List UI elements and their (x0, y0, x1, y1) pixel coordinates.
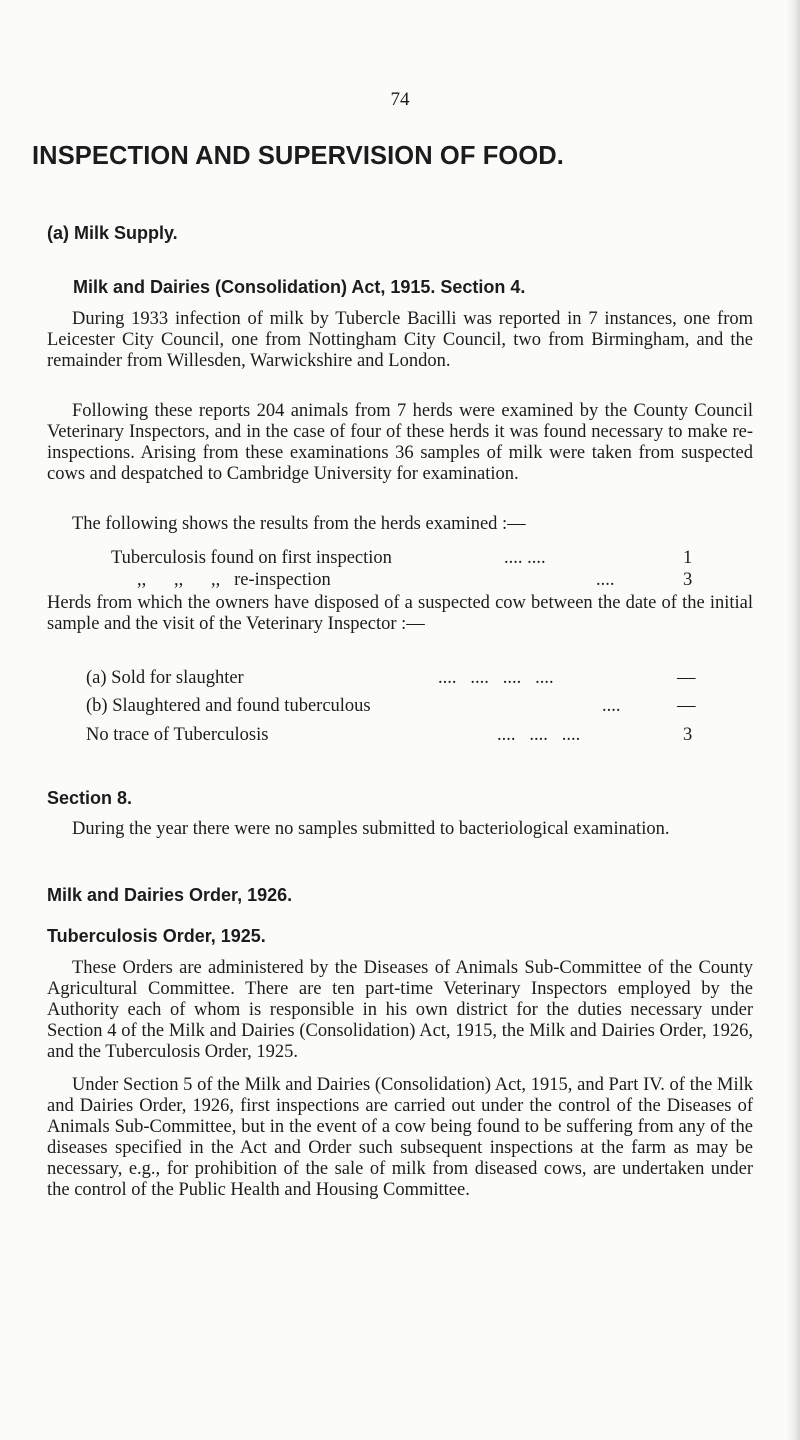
disposal-label: No trace of Tuberculosis (86, 725, 269, 745)
disposal-value: 3 (683, 725, 693, 745)
milk-supply-heading: (a) Milk Supply. (47, 223, 178, 243)
disposal-label: (b) Slaughtered and found tuberculous (86, 696, 371, 716)
milk-dairies-order-heading: Milk and Dairies Order, 1926. (47, 885, 293, 905)
result-dots: .... .... (504, 548, 546, 568)
disposal-label: (a) Sold for slaughter (86, 668, 244, 688)
herds-note: Herds from which the owners have disposed of a suspected cow between the date of the initial sample and the visit of the Veterinary Inspector :— (47, 593, 753, 634)
paragraph-section-5: Under Section 5 of the Milk and Dairies (Consolidation) Act, 1915, and Part IV. of the Milk and Dairies Order, 1926, first inspections are carried out under the control of the Diseases of Animals Sub-Committee, but in the event of a cow being found to be suffering from any of the diseases specified in the Act and Order such subsequent inspections at the farm as may be necessary, e.g., for prohibition of the sale of milk from diseased cows, are undertaken under the control of the Public Health and Housing Committee. (47, 1075, 753, 1200)
page-edge-shadow (786, 0, 800, 1440)
result-row-first-inspection (111, 548, 392, 569)
act-1915-heading: Milk and Dairies (Consolidation) Act, 1915. Section 4. (73, 277, 526, 297)
disposal-dots: .... (602, 696, 621, 716)
tuberculosis-order-heading: Tuberculosis Order, 1925. (47, 926, 266, 946)
paragraph-animals-examined: Following these reports 204 animals from 7 herds were examined by the County Council Veterinary Inspectors, and in the case of four of these herds it was found necessary to make re-inspections. Arising from these examinations 36 samples of milk were taken from suspected cows and despatched to Cambridge University for examination. (47, 401, 753, 484)
result-row-re-inspection (137, 570, 331, 591)
result-label: Tuberculosis found on first inspection (111, 548, 392, 568)
disposal-dots: .... .... .... (497, 725, 581, 745)
result-value: 1 (683, 548, 693, 568)
section-8-heading: Section 8. (47, 788, 133, 808)
page-number: 74 (390, 89, 410, 110)
paragraph-orders-administered: These Orders are administered by the Diseases of Animals Sub-Committee of the County Agricultural Committee. There are ten part-time Veterinary Inspectors employed by the Authority each of whom is responsible in his own district for the duties necessary under Section 4 of the Milk and Dairies (Consolidation) Act, 1915, the Milk and Dairies Order, 1926, and the Tuberculosis Order, 1925. (47, 958, 753, 1062)
disposal-value: — (677, 668, 696, 688)
disposal-value: — (677, 696, 696, 716)
results-intro: The following shows the results from the herds examined :— (72, 514, 526, 534)
page-title: INSPECTION AND SUPERVISION OF FOOD. (32, 142, 564, 170)
paragraph-infection-reports: During 1933 infection of milk by Tubercle Bacilli was reported in 7 instances, one from Leicester City Council, one from Nottingham City Council, two from Birmingham, and the remainder from Willesden, Warwickshire and London. (47, 309, 753, 371)
result-dots: .... (596, 570, 615, 590)
paragraph-section-8: During the year there were no samples submitted to bacteriological examination. (72, 819, 670, 839)
disposal-dots: .... .... .... .... (438, 668, 554, 688)
result-label: ,, ,, ,, re-inspection (137, 570, 331, 590)
result-value: 3 (683, 570, 693, 590)
